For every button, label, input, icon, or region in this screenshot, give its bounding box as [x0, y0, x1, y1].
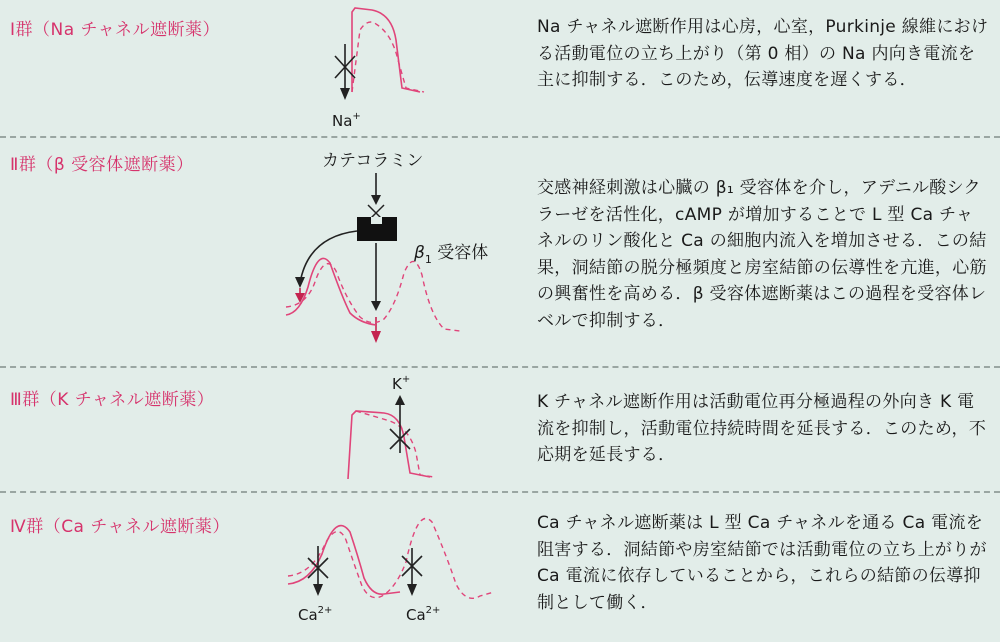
section-class-4 [0, 492, 1000, 642]
section-class-1 [0, 0, 1000, 136]
section-title: Ⅱ群（β 受容体遮断薬） [10, 155, 194, 175]
section-title: Ⅲ群（K チャネル遮断薬） [10, 390, 215, 410]
receptor-greek: β [414, 243, 425, 263]
ion-label: Na [332, 112, 353, 130]
ion-label-2: Ca [406, 606, 426, 624]
ion-charge-1: 2+ [317, 605, 333, 616]
section-class-3 [0, 367, 1000, 491]
section-description: K チャネル遮断作用は活動電位再分極過程の外向き K 電流を抑制し，活動電位持続時間を延長する．このため，不応期を延長する． [537, 392, 987, 465]
receptor-text: 受容体 [431, 243, 489, 263]
catecholamine-arrow-head [371, 195, 381, 205]
k-arrow-head [395, 395, 405, 405]
catecholamine-label: カテコラミン [322, 151, 424, 171]
svg-text:Na+ [332, 111, 361, 130]
na-arrow-head [340, 88, 350, 100]
k-channel-diagram [330, 367, 450, 491]
svg-text:Ca2+ [406, 605, 440, 624]
svg-text:Ca2+ [298, 605, 332, 624]
section-description: Ca チャネル遮断薬は L 型 Ca チャネルを通る Ca 電流を阻害する．洞結節や房室結節では活動電位の立ち上がりが Ca 電流に依存していることから，これらの結節の伝導抑制として働く． [537, 513, 987, 613]
svg-text:K+ [392, 374, 410, 393]
beta-receptor-diagram [280, 137, 520, 366]
ion-charge-2: 2+ [425, 605, 441, 616]
vertical-arrow-head [371, 301, 381, 311]
section-description: Na チャネル遮断作用は心房，心室，Purkinje 線維における活動電位の立ち上がり（第 0 相）の Na 内向き電流を主に抑制する．このため，伝導速度を遅くする． [537, 17, 989, 90]
action-potential-curve-dashed [352, 22, 424, 92]
section-class-2 [0, 137, 1000, 366]
ca-arrow-2-head [407, 584, 417, 596]
ca-arrow-1-head [313, 584, 323, 596]
pink-arrow-right-head [371, 331, 381, 343]
ca-channel-diagram [280, 492, 510, 642]
action-potential-curve [348, 411, 430, 479]
section-description: 交感神経刺激は心臓の β₁ 受容体を介し，アデニル酸シクラーゼを活性化，cAMP が増加することで L 型 Ca チャネルのリン酸化と Ca の細胞内流入を増加させる．この結果，洞結節の脱分極頻度と房室結節の伝導性を亢進，心筋の興奮性を高める．β 受容体遮断薬はこの過程を受容体レベルで抑制する． [537, 178, 987, 331]
receptor-notch [371, 217, 382, 224]
pacemaker-curve [288, 526, 400, 595]
section-title: Ⅰ群（Na チャネル遮断薬） [10, 20, 221, 40]
ion-charge: + [352, 111, 361, 122]
ion-label-1: Ca [298, 606, 318, 624]
ion-label: K [392, 375, 402, 393]
receptor-sub: 1 [424, 253, 432, 266]
ion-charge: + [401, 374, 411, 385]
svg-text:β1 受容体 [413, 243, 488, 266]
curved-arrow [300, 231, 357, 283]
section-title: Ⅳ群（Ca チャネル遮断薬） [10, 517, 230, 537]
curved-arrow-head [295, 277, 305, 288]
action-potential-curve [352, 8, 420, 92]
na-channel-diagram [320, 0, 440, 136]
